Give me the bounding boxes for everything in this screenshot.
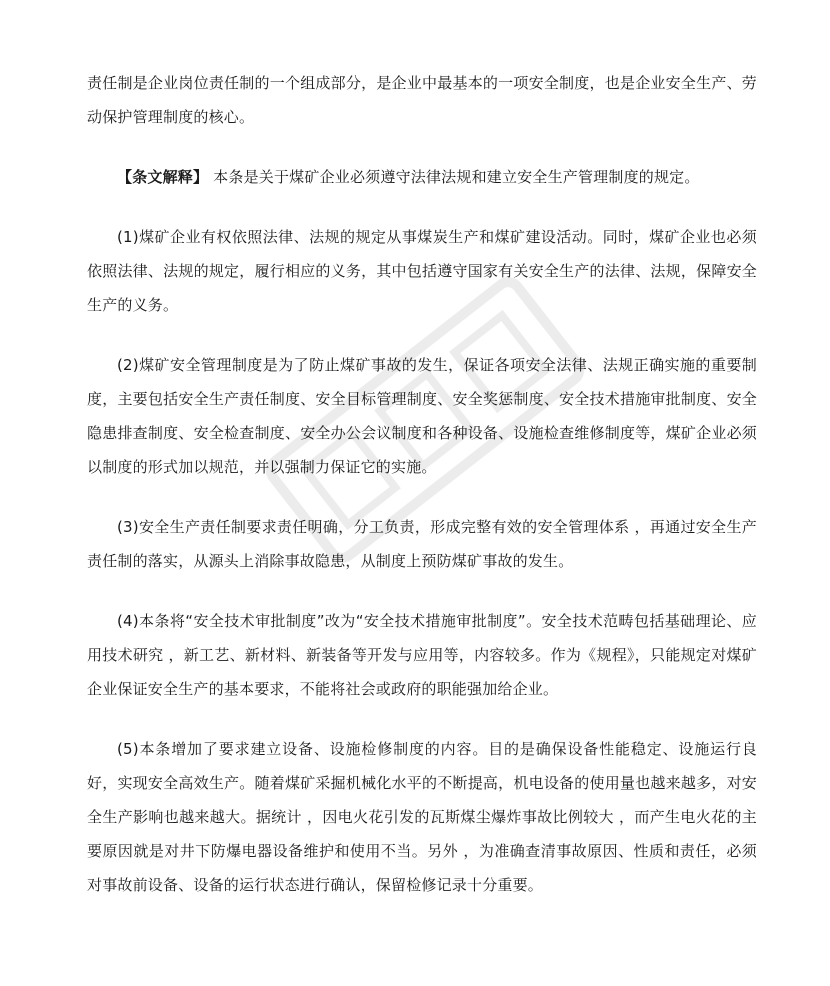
clause-explanation-text: 本条是关于煤矿企业必须遵守法律法规和建立安全生产管理制度的规定。	[208, 168, 700, 186]
paragraph-item-5: (5)本条增加了要求建立设备、设施检修制度的内容。目的是确保设备性能稳定、设施运行良好，实现安全高效生产。随着煤矿采掘机械化水平的不断提高，机电设备的使用量也越来越多，对安全生产影响也越来越大。据统计 ，因电火花引发的瓦斯煤尘爆炸事故比例较大 ，而产生电火花的主要原因就是对井下防爆电器设备维护和使用不当。另外 ，为准确查清事故原因、性质和责任，必须对事故前设备、设备的运行状态进行确认，保留检修记录十分重要。	[87, 740, 757, 894]
document-body	[87, 66, 757, 928]
clause-explanation-label: 【条文解释】	[117, 168, 209, 186]
clause-explanation-heading	[87, 160, 757, 194]
paragraph-item-4: (4)本条将“安全技术审批制度”改为“安全技术措施审批制度”。安全技术范畴包括基础理论、应用技术研究 ，新工艺、新材料、新装备等开发与应用等，内容较多。作为《规程》，只能规定对煤矿企业保证安全生产的基本要求，不能将社会或政府的职能强加给企业。	[87, 612, 757, 698]
paragraph-item-2: (2)煤矿安全管理制度是为了防止煤矿事故的发生，保证各项安全法律、法规正确实施的重要制度，主要包括安全生产责任制度、安全目标管理制度、安全奖惩制度、安全技术措施审批制度、安全隐患排查制度、安全检查制度、安全办公会议制度和各种设备、设施检查维修制度等，煤矿企业必须以制度的形式加以规范，并以强制力保证它的实施。	[87, 356, 757, 476]
intro-paragraph: 责任制是企业岗位责任制的一个组成部分，是企业中最基本的一项安全制度，也是企业安全生产、劳动保护管理制度的核心。	[87, 74, 757, 126]
paragraph-item-1: (1)煤矿企业有权依照法律、法规的规定从事煤炭生产和煤矿建设活动。同时，煤矿企业也必须依照法律、法规的规定，履行相应的义务，其中包括遵守国家有关安全生产的法律、法规，保障安全生产的义务。	[87, 228, 757, 314]
paragraph-item-3: (3)安全生产责任制要求责任明确，分工负责，形成完整有效的安全管理体系 ，再通过安全生产责任制的落实，从源头上消除事故隐患，从制度上预防煤矿事故的发生。	[87, 518, 757, 570]
